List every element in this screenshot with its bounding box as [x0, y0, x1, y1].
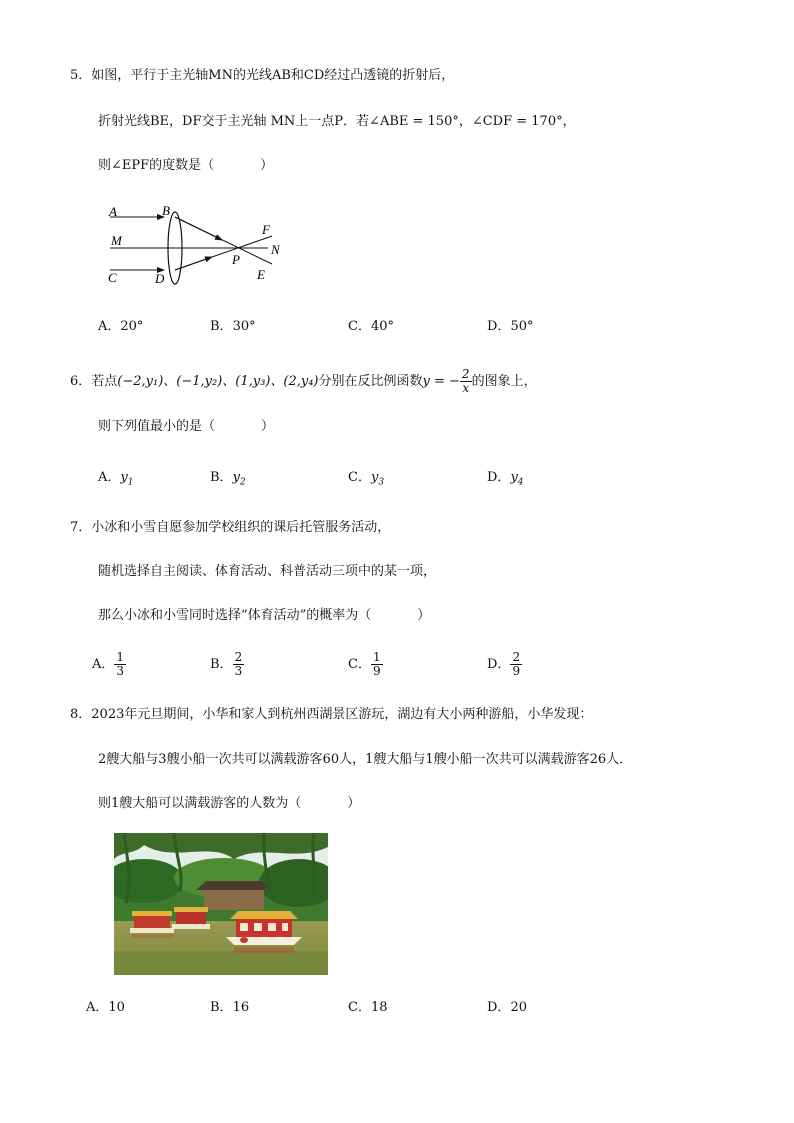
q6-option-d[interactable]	[487, 469, 524, 492]
fraction-numerator: 2	[234, 650, 243, 664]
option-letter: A．	[86, 1000, 109, 1015]
q6-stem-b: 分别在反比例函数	[318, 374, 423, 389]
q6-points: (−2,y₁)、(−1,y₂)、(1,y₃)、(2,y₄)	[117, 374, 319, 389]
option-sub: 4	[517, 477, 524, 488]
option-letter: D．	[487, 1000, 511, 1015]
option-sub: 2	[239, 477, 246, 488]
option-value: 18	[370, 1000, 388, 1015]
q6-option-a[interactable]	[98, 469, 133, 492]
q8-option-d[interactable]	[487, 999, 527, 1017]
option-value: 20°	[120, 319, 144, 334]
lens-figure	[100, 200, 290, 292]
fraction-denominator: 3	[116, 664, 125, 678]
q8-option-a[interactable]	[86, 999, 125, 1017]
q5-stem-line1: 如图，平行于主光轴MN的光线AB和CD经过凸透镜的折射后，	[91, 68, 455, 83]
q5-option-a[interactable]	[98, 318, 143, 336]
option-letter: C．	[348, 319, 371, 334]
option-var: y	[510, 470, 518, 485]
label-f: F	[262, 222, 270, 237]
option-letter: D．	[487, 657, 511, 672]
option-letter: D．	[487, 319, 511, 334]
q8-line1	[70, 706, 592, 724]
label-p: P	[232, 252, 240, 267]
option-sub: 1	[127, 477, 134, 488]
fraction-denominator: 3	[234, 664, 243, 678]
option-letter: A．	[98, 319, 121, 334]
q7-line3	[98, 607, 430, 625]
q6-line2	[98, 418, 274, 436]
q7-stem-line2: 随机选择自主阅读、体育活动、科普活动三项中的某一项，	[98, 564, 437, 579]
q6-func-lhs: y = −	[422, 374, 460, 389]
option-fraction	[233, 651, 245, 678]
label-d: D	[155, 271, 165, 286]
q5-stem-line3: 则∠EPF的度数是（	[98, 158, 215, 173]
fraction-numerator: 2	[512, 650, 521, 664]
q5-option-c[interactable]	[348, 318, 394, 336]
q8-stem-line2: 2艘大船与3艘小船一次共可以满载游客60人，1艘大船与1艘小船一次共可以满载游客26人．	[98, 752, 633, 767]
option-letter: B．	[210, 657, 233, 672]
fraction-numerator: 2	[461, 367, 470, 381]
q8-line3	[98, 795, 360, 813]
q6-paren-close: ）	[261, 419, 275, 434]
option-letter: C．	[348, 470, 371, 485]
q7-stem-line1: 小冰和小雪自愿参加学校组织的课后托管服务活动，	[91, 520, 391, 535]
q8-option-b[interactable]	[210, 999, 249, 1017]
option-fraction	[371, 651, 383, 678]
option-letter: C．	[348, 1000, 371, 1015]
q6-line1	[70, 368, 537, 395]
option-letter: B．	[210, 319, 233, 334]
label-m: M	[111, 233, 122, 248]
fraction-denominator: 9	[512, 664, 521, 678]
option-value: 50°	[510, 319, 534, 334]
q7-option-c[interactable]	[348, 651, 383, 678]
q5-line3	[98, 157, 273, 175]
fraction-numerator: 1	[372, 650, 381, 664]
option-letter: B．	[210, 1000, 233, 1015]
option-var: y	[370, 470, 379, 485]
option-letter: A．	[98, 470, 121, 485]
option-value: 30°	[232, 319, 256, 334]
q8-stem-line3: 则1艘大船可以满载游客的人数为（	[98, 796, 302, 811]
q6-stem-line2: 则下列值最小的是（	[98, 419, 216, 434]
q5-line1	[70, 67, 454, 85]
q6-option-b[interactable]	[210, 469, 246, 492]
label-a: A	[109, 204, 117, 219]
q7-option-a[interactable]	[92, 651, 126, 678]
q5-number: 5．	[70, 68, 92, 83]
option-letter: A．	[92, 657, 115, 672]
option-value: 20	[510, 1000, 527, 1015]
q8-paren-close: ）	[347, 796, 361, 811]
q8-stem-line1: 2023年元旦期间，小华和家人到杭州西湖景区游玩，湖边有大小两种游船，小华发现：	[91, 707, 593, 722]
q5-option-b[interactable]	[210, 318, 256, 336]
q8-option-c[interactable]	[348, 999, 388, 1017]
option-var: y	[232, 470, 240, 485]
q5-paren-close: ）	[260, 158, 274, 173]
q6-stem-a: 若点	[91, 374, 118, 389]
option-fraction	[510, 651, 522, 678]
fraction-denominator: x	[462, 381, 470, 395]
option-sub: 3	[378, 477, 385, 488]
option-value: 16	[232, 1000, 250, 1015]
label-b: B	[162, 203, 170, 218]
fraction-denominator: 9	[372, 664, 381, 678]
q5-stem-line2: 折射光线BE，DF交于主光轴 MN上一点P．若∠ABE = 150°，∠CDF = 170°，	[98, 114, 576, 129]
q7-paren-close: ）	[417, 608, 431, 623]
option-value: 40°	[370, 319, 394, 334]
q7-stem-line3: 那么小冰和小雪同时选择“体育活动”的概率为（	[98, 608, 372, 623]
q6-func-fraction	[460, 368, 472, 395]
option-letter: C．	[348, 657, 371, 672]
option-var: y	[120, 470, 128, 485]
q6-option-c[interactable]	[348, 469, 384, 492]
label-e: E	[257, 267, 265, 282]
q7-option-d[interactable]	[487, 651, 522, 678]
q7-number: 7．	[70, 520, 92, 535]
option-fraction	[114, 651, 126, 678]
q7-option-b[interactable]	[210, 651, 244, 678]
fraction-numerator: 1	[116, 650, 125, 664]
boats-photo	[114, 833, 328, 975]
q5-option-d[interactable]	[487, 318, 533, 336]
option-value: 10	[108, 1000, 125, 1015]
q6-stem-c: 的图象上，	[471, 374, 537, 389]
option-letter: D．	[487, 470, 511, 485]
q6-number: 6．	[70, 374, 92, 389]
q8-number: 8．	[70, 707, 92, 722]
label-n: N	[271, 242, 280, 257]
label-c: C	[108, 270, 117, 285]
q7-line1	[70, 519, 390, 537]
option-letter: B．	[210, 470, 233, 485]
